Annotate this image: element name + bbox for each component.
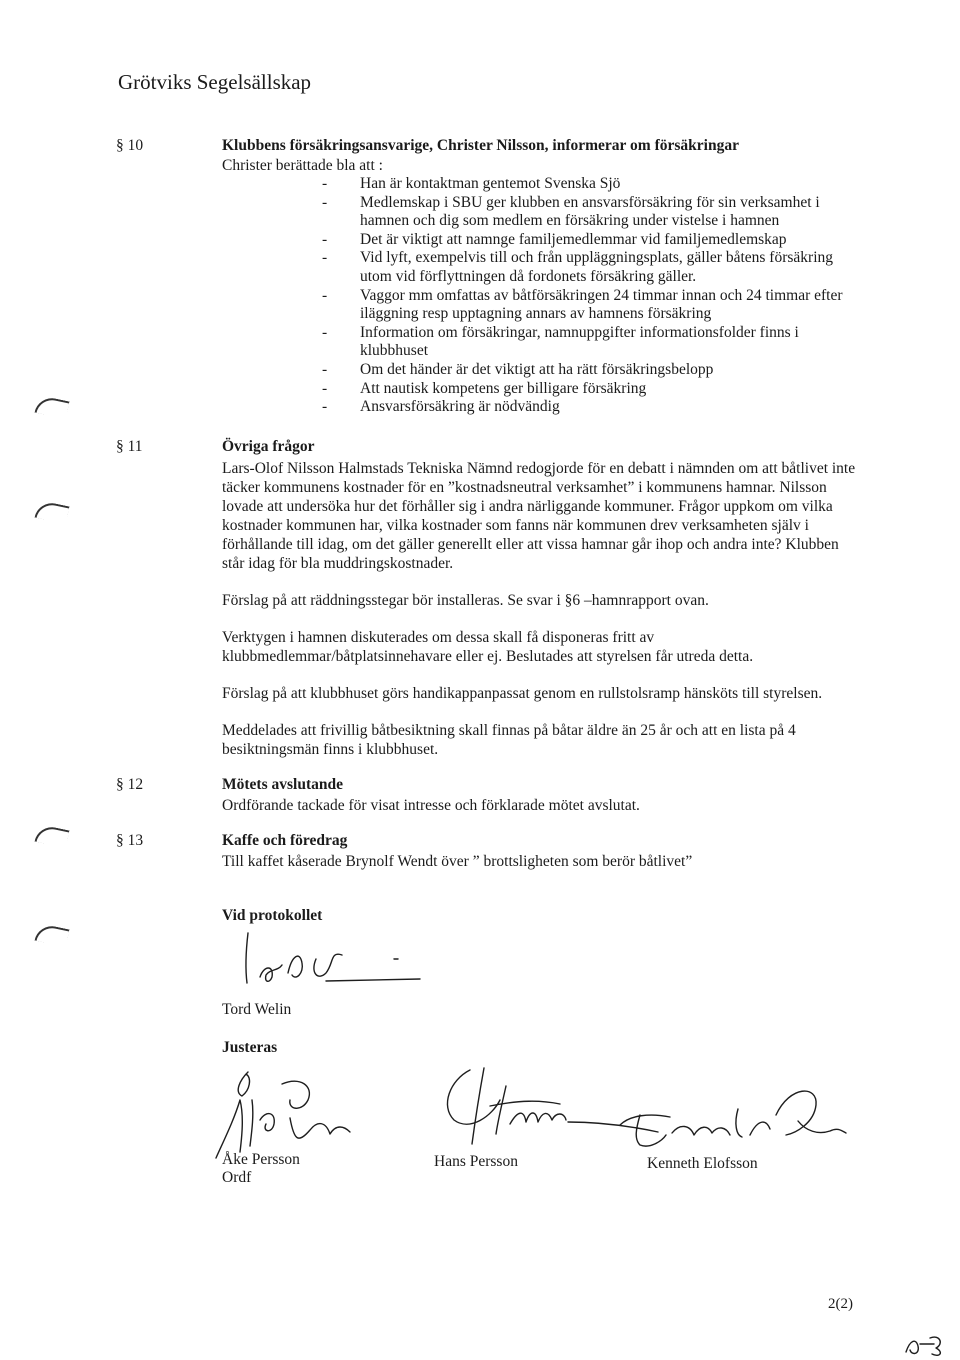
list-item: - Information om försäkringar, namnuppgifter informationsfolder finns i klubbhuset	[322, 323, 799, 360]
signature-tord-welin	[230, 925, 430, 995]
signer-name: Åke Persson	[222, 1151, 300, 1168]
list-item-text: Vid lyft, exempelvis till och från uppläggningsplats, gäller båtens försäkring utom vid förflyttningen då fordonets försäkring gäller.	[360, 249, 833, 285]
list-item-text: Det är viktigt att namnge familjemedlemmar vid familjemedlemskap	[360, 230, 787, 248]
justeras-label: Justeras	[222, 1039, 278, 1056]
section-text: Till kaffet kåserade Brynolf Wendt över ” brottsligheten som berör båtlivet”	[222, 853, 693, 870]
paragraph: Förslag på att klubbhuset görs handikappanpassat genom en rullstolsramp hänsköts till styrelsen.	[222, 685, 823, 702]
section-heading: Klubbens försäkringsansvarige, Christer Nilsson, informerar om försäkringar	[222, 137, 739, 154]
handwritten-page-mark	[900, 1330, 950, 1360]
list-item: - Vid lyft, exempelvis till och från uppläggningsplats, gäller båtens försäkring utom vid förflyttningen då fordonets försäkring gäller.	[322, 249, 833, 285]
signer-name: Kenneth Elofsson	[647, 1155, 758, 1172]
section-heading: Kaffe och föredrag	[222, 832, 348, 849]
list-item: - Vaggor mm omfattas av båtförsäkringen 24 timmar innan och 24 timmar efter iläggning resp upptagning annars av hamnens försäkring	[322, 286, 843, 323]
page-number: 2(2)	[828, 1296, 853, 1312]
list-item: - Medlemskap i SBU ger klubben en ansvarsförsäkring för sin verksamhet i hamnen och dig som medlem en försäkring under vistelse i hamnen	[322, 193, 820, 230]
punch-hole-mark	[34, 395, 69, 419]
punch-hole-mark	[34, 500, 69, 524]
punch-hole-mark	[34, 824, 69, 848]
section-number: § 10	[116, 137, 144, 154]
section-number: § 11	[116, 438, 143, 455]
section-text: Ordförande tackade för visat intresse och förklarade mötet avslutat.	[222, 797, 640, 814]
list-item-text: Vaggor mm omfattas av båtförsäkringen 24 timmar innan och 24 timmar efter iläggning resp upptagning annars av hamnens försäkring	[360, 286, 843, 323]
section-heading: Övriga frågor	[222, 438, 315, 455]
paragraph: Lars-Olof Nilsson Halmstads Tekniska Nämnd redogjorde för en debatt i nämnden om att båtlivet inte täcker kommunens kostnader för en ”kostnadsneutral verksamhet” i kommunens hamnar. Nilsson lovade att undersöka hur det förhåller sig i andra närliggande kommuner. Frågor uppkom om vilka kostnader kommunen har, vilka kostnader som fanns när kommunen drev verksamheten själv i förhållande till idag, om det gäller generellt eller att vissa hamnar går ihop och andra inte? Klubben står idag för bla muddringskostnader.	[222, 460, 856, 572]
paragraph: Förslag på att räddningsstegar bör installeras. Se svar i §6 –hamnrapport ovan.	[222, 592, 709, 609]
protocol-label: Vid protokollet	[222, 907, 323, 924]
list-item-text: Han är kontaktman gentemot Svenska Sjö	[360, 175, 621, 192]
list-item: - Ansvarsförsäkring är nödvändig	[322, 398, 560, 416]
secretary-name: Tord Welin	[222, 1001, 292, 1018]
list-item-text: Ansvarsförsäkring är nödvändig	[360, 398, 560, 416]
organization-title: Grötviks Segelsällskap	[118, 70, 312, 94]
list-item: - Det är viktigt att namnge familjemedlemmar vid familjemedlemskap	[322, 230, 787, 248]
list-item-text: Om det händer är det viktigt att ha rätt försäkringsbelopp	[360, 360, 714, 378]
list-item: - Om det händer är det viktigt att ha rätt försäkringsbelopp	[322, 360, 714, 378]
section-number: § 12	[116, 776, 144, 793]
section-number: § 13	[116, 832, 144, 849]
list-item: - Att nautisk kompetens ger billigare försäkring	[322, 379, 647, 397]
paragraph: Verktygen i hamnen diskuterades om dessa skall få disponeras fritt av klubbmedlemmar/båtplatsinnehavare eller ej. Beslutades att styrelsen får utreda detta.	[222, 629, 754, 665]
section-intro: Christer berättade bla att :	[222, 157, 383, 174]
list-item-text: Information om försäkringar, namnuppgifter informationsfolder finns i klubbhuset	[360, 323, 799, 360]
punch-hole-mark	[34, 923, 69, 947]
insurance-bullet-list	[322, 175, 852, 417]
paragraph: Meddelades att frivillig båtbesiktning skall finnas på båtar äldre än 25 år och att en lista på 4 besiktningsmän finns i klubbhuset.	[222, 722, 796, 758]
list-item-text: Medlemskap i SBU ger klubben en ansvarsförsäkring för sin verksamhet i hamnen och dig som medlem en försäkring under vistelse i hamnen	[360, 193, 820, 230]
signer-role: Ordf	[222, 1169, 252, 1186]
list-item: - Han är kontaktman gentemot Svenska Sjö	[322, 175, 621, 192]
signer-name: Hans Persson	[434, 1153, 518, 1170]
section-heading: Mötets avslutande	[222, 776, 343, 793]
list-item-text: Att nautisk kompetens ger billigare försäkring	[360, 379, 647, 397]
